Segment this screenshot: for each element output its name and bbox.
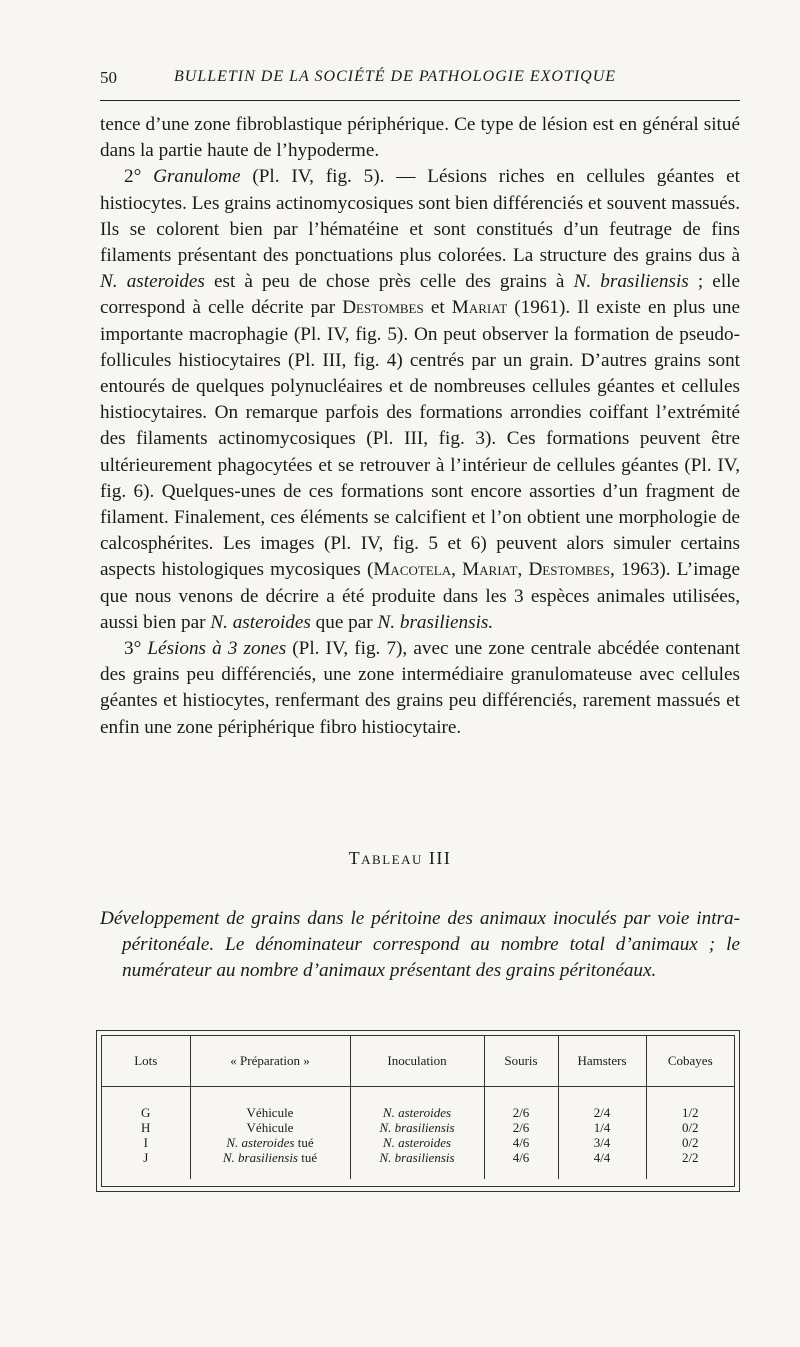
table-row [102, 1120, 734, 1135]
cell-hamsters: 2/4 [558, 1087, 646, 1121]
table-row [102, 1135, 734, 1150]
section-number: 3° [124, 638, 148, 660]
cell-lot: J [143, 1150, 149, 1165]
text-run: ; elle correspond à celle décrite par [100, 271, 741, 319]
col-header: Inoculation [350, 1036, 484, 1087]
cell-hamsters: 1/4 [558, 1120, 646, 1135]
text-run: , 1963). L’image que nous venons de décrire a été produite dans les 3 espèces animales utilisées, aussi bien par [100, 559, 740, 633]
spacer-cell [558, 1165, 646, 1179]
prep-text: tué [297, 1150, 318, 1165]
species-name: N. brasiliensis [573, 271, 689, 293]
paragraph-granulome [100, 164, 740, 636]
table-header-row [102, 1036, 734, 1087]
cell-cobayes: 2/2 [646, 1150, 734, 1165]
caption-text: Développement de grains dans le péritoine des animaux inoculés par voie intra-péritonéale. Le dénominateur correspond au nombre total d’animaux ; le numérateur au nombre d’animaux présentant des grains péritonéaux. [100, 908, 740, 982]
prep-text: Véhicule [246, 1120, 294, 1135]
author-name: Mariat [451, 297, 508, 319]
col-header: Souris [484, 1036, 558, 1087]
cell-souris: 4/6 [484, 1135, 558, 1150]
spacer-cell [190, 1165, 350, 1179]
species-name: N. asteroides [100, 271, 205, 293]
table-frame [96, 1030, 740, 1192]
page-number: 50 [100, 68, 117, 87]
table-row [102, 1087, 734, 1121]
running-title: BULLETIN DE LA SOCIÉTÉ DE PATHOLOGIE EXOTIQUE [174, 68, 617, 85]
text-run: (1961). Il existe en plus une importante macrophagie (Pl. IV, fig. 5). On peut observer la formation de pseudo-follicules histiocytaires (Pl. III, fig. 4) centrés par un grain. D’autres grains sont entourés de quelques polynucléaires et de nombreuses cellules géantes et cellules histiocytaires. On remarque parfois des formations arrondies coiffant l’extrémité des filaments actinomycosiques (Pl. III, fig. 3). Ces formations peuvent être ultérieurement phagocytées et se retrouver à l’intérieur de cellules géantes (Pl. IV, fig. 6). Quelques-unes de ces formations sont encore assorties d’un fragment de filament. Finalement, ces éléments se calcifient et l’on obtient une morphologie de calcosphérites. Les images (Pl. IV, fig. 5 et 6) peuvent alors simuler certains aspects histologiques mycosiques ( [100, 297, 740, 581]
spacer-cell [646, 1165, 734, 1179]
prep-text: Véhicule [246, 1105, 294, 1120]
cell-hamsters: 4/4 [558, 1150, 646, 1165]
table-inner-frame [101, 1035, 735, 1187]
cell-lot: I [143, 1135, 148, 1150]
cell-cobayes: 1/2 [646, 1087, 734, 1121]
species-name: N. brasiliensis. [377, 611, 494, 633]
cell-souris: 2/6 [484, 1087, 558, 1121]
text-run: est à peu de chose près celle des grains à [204, 271, 574, 293]
cell-inoculation: N. asteroides [350, 1087, 484, 1121]
spacer-cell [484, 1165, 558, 1179]
cell-inoculation: N. brasiliensis [350, 1150, 484, 1165]
paragraph-lesions-3-zones [100, 636, 740, 741]
section-heading: Lésions à 3 zones [147, 638, 287, 660]
cell-preparation [190, 1135, 350, 1150]
species-name: N. asteroides [210, 611, 311, 633]
cell-cobayes: 0/2 [646, 1120, 734, 1135]
cell-lot: H [141, 1120, 151, 1135]
author-name: Macotela, Mariat, Destombes [373, 559, 610, 581]
cell-hamsters: 3/4 [558, 1135, 646, 1150]
col-header: Cobayes [646, 1036, 734, 1087]
page-header [100, 62, 740, 101]
paragraph-1: tence d’une zone fibroblastique périphérique. Ce type de lésion est en général situé dans la partie haute de l’hypoderme. [100, 114, 740, 162]
cell-lot: G [141, 1105, 151, 1120]
cell-inoculation: N. brasiliensis [350, 1120, 484, 1135]
cell-preparation [190, 1150, 350, 1165]
cell-inoculation: N. asteroides [350, 1135, 484, 1150]
author-name: Destombes [342, 297, 424, 319]
col-header: « Préparation » [190, 1036, 350, 1087]
cell-souris: 4/6 [484, 1150, 558, 1165]
spacer-cell [102, 1165, 190, 1179]
section-heading: Granulome [153, 166, 241, 188]
col-header: Lots [102, 1036, 190, 1087]
table-title: Tableau III [348, 848, 452, 868]
cell-souris: 2/6 [484, 1120, 558, 1135]
spacer-cell [350, 1165, 484, 1179]
prep-text: tué [294, 1135, 314, 1150]
table-spacer-row [102, 1165, 734, 1179]
text-run: (Pl. IV, fig. 5). — Lésions riches en cellules géantes et histiocytes. Les grains actinomycosiques sont bien différenciés et souvent massués. Ils se colorent bien par l’hématéine et sont constitués d’un feutrage de fins filaments présentant des ponctuations plus colorées. La structure des grains dus à [100, 166, 740, 267]
cell-cobayes: 0/2 [646, 1135, 734, 1150]
text-run: et [423, 297, 452, 319]
text-run: (Pl. IV, fig. 7), avec une zone centrale abcédée contenant des grains peu différenciés, une zone intermédiaire granulomateuse avec cellules géantes et histiocytes, renfermant des grains peu différenciés, rarement massués et enfin une zone périphérique fibro histiocytaire. [100, 638, 740, 738]
body-text [100, 112, 740, 741]
section-number: 2° [124, 166, 154, 188]
table-caption [100, 906, 740, 985]
prep-species: N. asteroides [226, 1135, 295, 1150]
cell-preparation [190, 1120, 350, 1135]
text-run: que par [310, 611, 378, 633]
prep-species: N. brasiliensis [222, 1150, 298, 1165]
results-table [102, 1036, 734, 1179]
cell-preparation [190, 1087, 350, 1121]
table-row [102, 1150, 734, 1165]
col-header: Hamsters [558, 1036, 646, 1087]
